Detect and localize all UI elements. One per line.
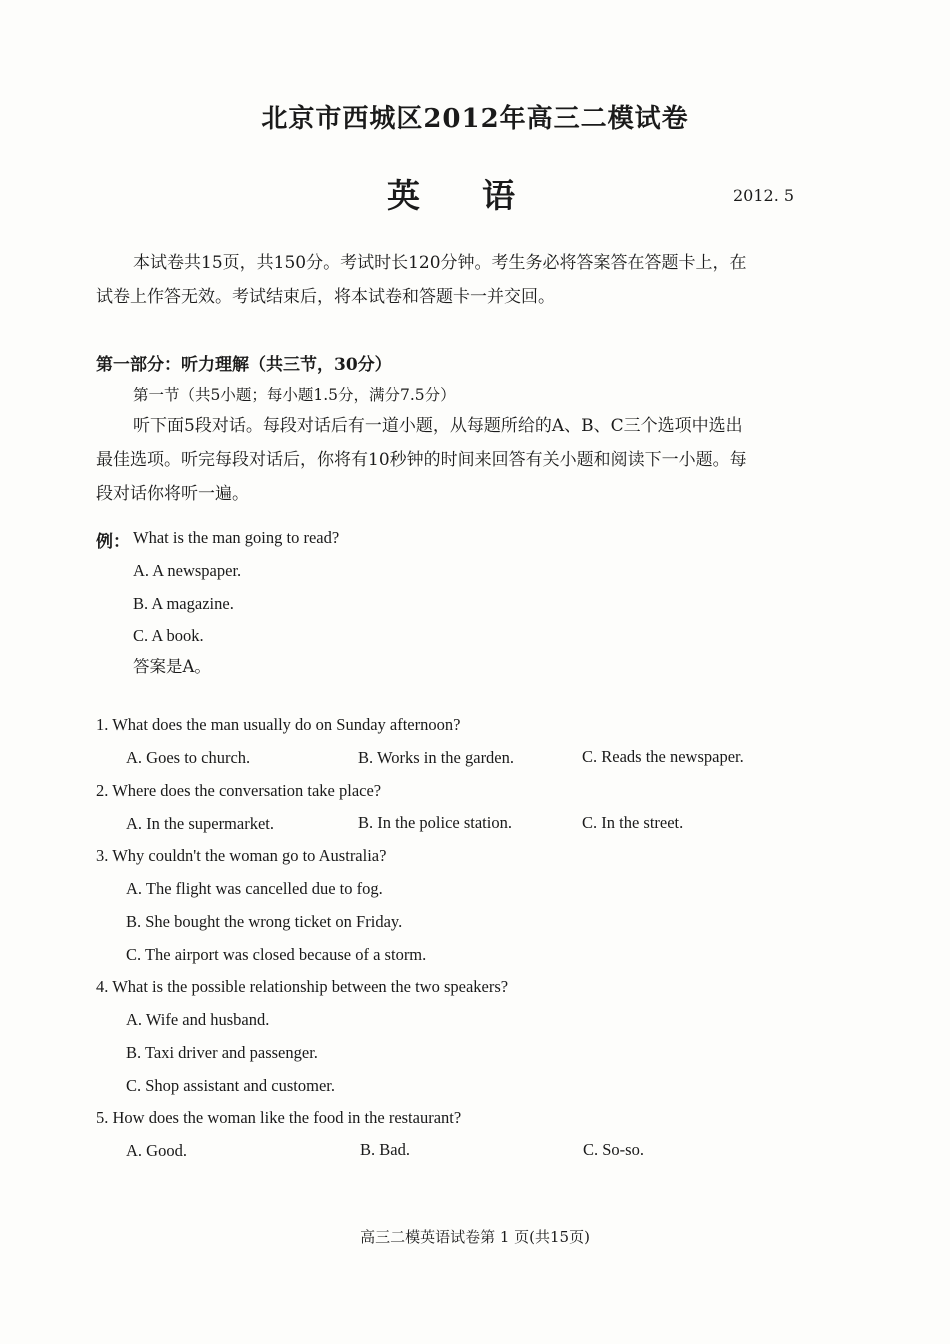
q1-option-c: C. Reads the newspaper.	[582, 747, 744, 766]
q2-option-c: C. In the street.	[582, 813, 684, 832]
q3-option-b: B. She bought the wrong ticket on Friday.	[126, 912, 403, 931]
part1-heading: 第一部分：听力理解（共三节，30分）	[96, 355, 392, 375]
q4-option-b: B. Taxi driver and passenger.	[126, 1043, 318, 1062]
q5-option-a: A. Good.	[126, 1141, 187, 1160]
q5-option-b: B. Bad.	[360, 1140, 410, 1159]
instruction-line-1: 听下面5段对话。每段对话后有一道小题，从每题所给的A、B、C三个选项中选出	[133, 416, 743, 436]
q3-option-a: A. The flight was cancelled due to fog.	[126, 879, 383, 898]
q1-option-a: A. Goes to church.	[126, 748, 251, 767]
example-answer: 答案是A。	[133, 657, 211, 676]
q1-option-b: B. Works in the garden.	[358, 748, 515, 767]
exam-title: 北京市西城区2012年高三二模试卷	[261, 104, 689, 134]
question-4: 4. What is the possible relationship between the two speakers?	[96, 977, 509, 996]
question-3: 3. Why couldn't the woman go to Australia?	[96, 846, 387, 865]
q2-option-b: B. In the police station.	[358, 813, 512, 832]
page-footer: 高三二模英语试卷第 1 页(共15页)	[360, 1228, 590, 1246]
example-option-a: A. A newspaper.	[133, 561, 242, 580]
question-5: 5. How does the woman like the food in the restaurant?	[96, 1108, 462, 1127]
question-1: 1. What does the man usually do on Sunday afternoon?	[96, 715, 461, 734]
section1-heading: 第一节（共5小题；每小题1.5分，满分7.5分）	[133, 386, 456, 404]
q5-option-c: C. So-so.	[583, 1140, 644, 1159]
example-option-b: B. A magazine.	[133, 594, 234, 613]
example-question: What is the man going to read?	[133, 528, 340, 547]
q4-option-a: A. Wife and husband.	[126, 1010, 270, 1029]
q2-option-a: A. In the supermarket.	[126, 814, 274, 833]
example-label: 例：	[96, 532, 130, 552]
example-option-c: C. A book.	[133, 626, 204, 645]
exam-date: 2012. 5	[733, 186, 795, 205]
q4-option-c: C. Shop assistant and customer.	[126, 1076, 335, 1095]
intro-line-2: 试卷上作答无效。考试结束后，将本试卷和答题卡一并交回。	[96, 287, 555, 307]
question-2: 2. Where does the conversation take place?	[96, 781, 382, 800]
subject-title: 英语	[387, 176, 577, 215]
intro-line-1: 本试卷共15页，共150分。考试时长120分钟。考生务必将答案答在答题卡上，在	[133, 253, 747, 273]
instruction-line-3: 段对话你将听一遍。	[96, 484, 249, 504]
instruction-line-2: 最佳选项。听完每段对话后，你将有10秒钟的时间来回答有关小题和阅读下一小题。每	[96, 450, 747, 470]
q3-option-c: C. The airport was closed because of a storm.	[126, 945, 427, 964]
